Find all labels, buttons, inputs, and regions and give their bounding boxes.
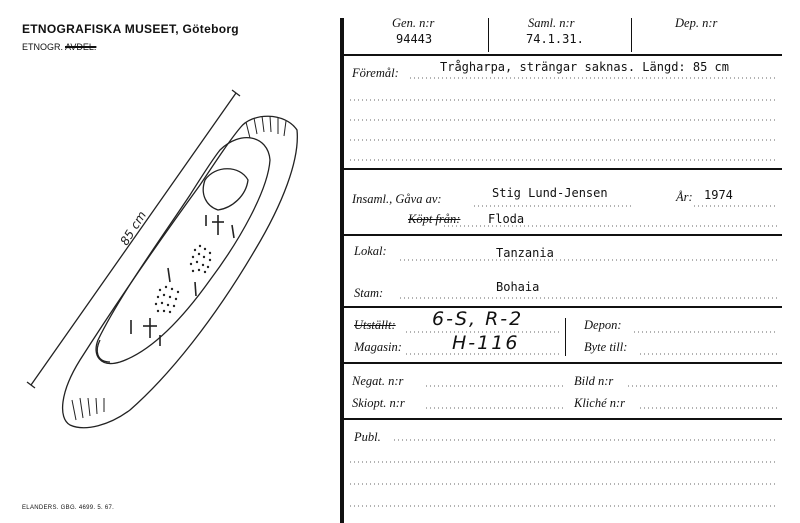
foremal-dotted-lines <box>344 60 782 170</box>
lokal-label: Lokal: <box>354 244 387 258</box>
harp-body-outline <box>63 116 298 427</box>
carved-crosses <box>131 215 234 346</box>
rule-after-storage <box>340 362 782 364</box>
skiopt-label: Skiopt. n:r <box>352 396 405 410</box>
utstallt-label: Utställt: <box>354 318 396 332</box>
gen-nr-value: 94443 <box>396 32 433 46</box>
rule-after-photo <box>340 418 782 420</box>
department-struck: AVDEL. <box>65 42 97 52</box>
cliche-label: Kliché n:r <box>574 396 626 410</box>
harp-trough <box>96 138 270 364</box>
byte-label: Byte till: <box>584 340 628 354</box>
ar-label: År: <box>676 190 693 204</box>
magasin-label: Magasin: <box>354 340 402 354</box>
publ-dotted-lines <box>344 424 782 520</box>
harp-drawing <box>0 0 340 523</box>
lokal-stam-dotted-lines <box>344 240 782 304</box>
photo-dotted-lines <box>344 370 782 416</box>
dot-patterns <box>155 245 211 313</box>
storage-dotted-lines <box>344 314 782 360</box>
negat-label: Negat. n:r <box>352 374 404 388</box>
magasin-value: H-116 <box>452 332 520 354</box>
stam-label: Stam: <box>354 286 384 300</box>
rule-after-stam <box>340 306 782 308</box>
gen-nr-label: Gen. n:r <box>392 16 435 30</box>
depon-label: Depon: <box>584 318 622 332</box>
header-divider-1 <box>488 18 489 52</box>
publ-label: Publ. <box>354 430 381 444</box>
rim-hatching <box>72 116 286 420</box>
bild-label: Bild n:r <box>574 374 614 388</box>
foremal-value: Trågharpa, strängar saknas. Längd: 85 cm <box>440 60 729 74</box>
measure-tick-top <box>232 90 240 96</box>
lokal-value: Tanzania <box>496 246 554 260</box>
printer-imprint: ELANDERS. GBG. 4699. 5. 67. <box>22 505 115 511</box>
header-rule <box>340 54 782 56</box>
header-divider-2 <box>631 18 632 52</box>
dep-nr-label: Dep. n:r <box>675 16 718 30</box>
insaml-value: Stig Lund-Jensen <box>492 186 608 200</box>
foremal-label: Föremål: <box>352 66 399 80</box>
rule-after-insaml <box>340 234 782 236</box>
insaml-label: Insaml., Gåva av: <box>352 192 442 206</box>
department-prefix: ETNOGR. <box>22 42 64 52</box>
upper-block <box>203 169 248 210</box>
utstallt-value: 6-S, R-2 <box>432 308 524 330</box>
measure-tick-bottom <box>27 382 35 388</box>
saml-nr-label: Saml. n:r <box>528 16 575 30</box>
kopt-value: Floda <box>488 212 525 226</box>
kopt-label: Köpt från: <box>408 212 461 226</box>
ar-value: 1974 <box>704 188 733 202</box>
saml-nr-value: 74.1.31. <box>526 32 584 46</box>
stam-value: Bohaia <box>496 280 540 294</box>
measure-label: 85 cm <box>117 208 150 248</box>
museum-title: ETNOGRAFISKA MUSEET, Göteborg <box>22 22 239 36</box>
